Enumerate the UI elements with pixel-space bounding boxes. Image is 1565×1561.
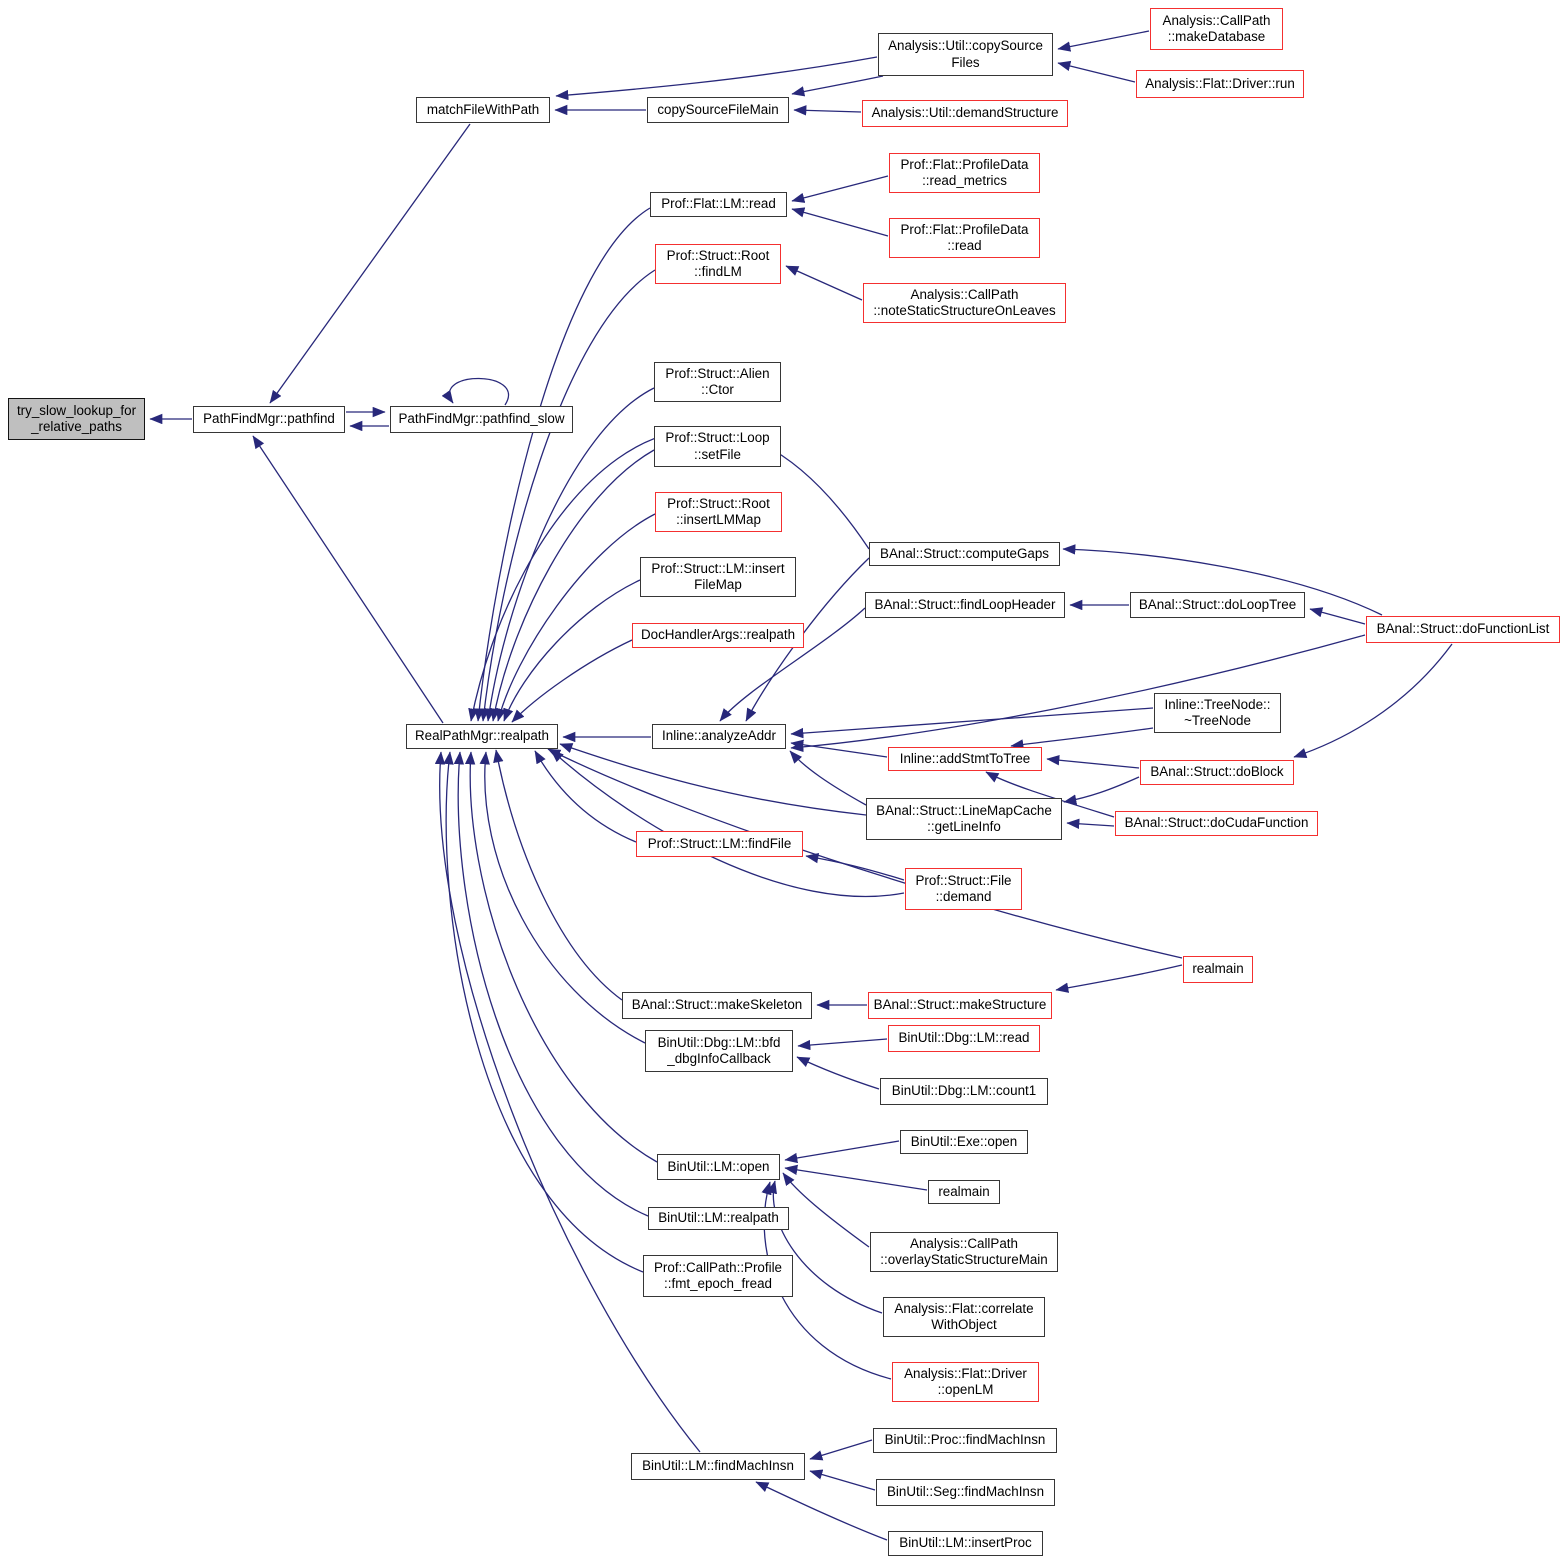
node-label-line: Prof::Flat::ProfileData <box>900 156 1029 172</box>
node-label-line: Analysis::Flat::Driver::run <box>1145 75 1295 91</box>
node-copysourcefilemain[interactable] <box>647 97 789 123</box>
node-analysis-callpath-overlaystaticstructuremain[interactable] <box>870 1232 1058 1272</box>
node-label-line: _relative_paths <box>31 419 122 434</box>
node-label-line: BAnal::Struct::doLoopTree <box>1138 596 1297 612</box>
node-try-slow-lookup[interactable] <box>8 398 145 440</box>
edge-banal-struct-dofunctionlist-to-banal-struct-doblock <box>1294 644 1452 757</box>
node-prof-struct-lm-findfile[interactable] <box>636 831 803 857</box>
node-binutil-seg-findmachinsn[interactable] <box>876 1479 1055 1506</box>
node-label-line: Files <box>951 54 980 70</box>
node-binutil-dbg-lm-read[interactable] <box>888 1025 1040 1052</box>
node-label-line: Analysis::Flat::correlate <box>894 1300 1034 1316</box>
node-inline-treenode-dtor[interactable] <box>1154 693 1281 733</box>
node-label-line: BinUtil::LM::findMachInsn <box>642 1458 794 1474</box>
node-prof-struct-alien-ctor[interactable] <box>654 362 781 402</box>
node-label-line: realmain <box>1192 961 1244 977</box>
node-banal-struct-linemapcache-getlineinfo[interactable] <box>866 798 1062 840</box>
node-label-line: DocHandlerArgs::realpath <box>640 627 796 643</box>
edge-analysis-util-copysourcefiles-to-copysourcefilemain <box>792 76 883 94</box>
edge-realmain-struct-to-banal-struct-makestructure <box>1056 965 1182 990</box>
edge-banal-struct-linemapcache-getlineinfo-to-inline-analyzeaddr <box>790 751 866 805</box>
node-binutil-lm-insertproc[interactable] <box>888 1531 1043 1556</box>
edge-banal-struct-makeskeleton-to-realpathmgr-realpath <box>496 750 622 1000</box>
node-banal-struct-makeskeleton[interactable] <box>622 992 812 1019</box>
node-matchfilewithpath[interactable] <box>416 97 550 123</box>
node-prof-flat-profiledata-read-metrics[interactable] <box>889 153 1040 193</box>
node-analysis-callpath-notestaticstructureonleaves[interactable] <box>863 283 1066 323</box>
edge-analysis-util-copysourcefiles-to-matchfilewithpath <box>556 57 877 96</box>
node-dochandlerargs-realpath[interactable] <box>632 623 804 648</box>
node-banal-struct-doblock[interactable] <box>1140 760 1294 785</box>
node-label-line: PathFindMgr::pathfind <box>203 411 335 427</box>
node-prof-struct-lm-insertfilemap[interactable] <box>640 557 796 597</box>
node-label-line: _dbgInfoCallback <box>667 1051 771 1066</box>
edge-banal-struct-doblock-to-banal-struct-linemapcache-getlineinfo <box>1064 777 1139 802</box>
edge-prof-struct-root-insertlmmap-to-realpathmgr-realpath <box>498 514 655 721</box>
node-analysis-util-copysourcefiles[interactable] <box>878 33 1053 76</box>
edge-binutil-exe-open-to-binutil-lm-open <box>785 1141 899 1160</box>
edge-binutil-dbg-lm-read-to-binutil-dbg-lm-bfd-dbginfocallback <box>798 1039 887 1046</box>
node-prof-callpath-profile-fmt-epoch-fread[interactable] <box>643 1255 793 1297</box>
node-label-line: Inline::TreeNode:: <box>1164 696 1271 712</box>
node-label-line: BAnal::Struct::LineMapCache <box>876 802 1052 818</box>
edge-banal-struct-doblock-to-inline-addstmttotree <box>1047 759 1139 768</box>
edge-banal-struct-dofunctionlist-to-banal-struct-dolooptree <box>1310 609 1365 624</box>
node-prof-struct-loop-setfile[interactable] <box>654 426 781 467</box>
edge-analysis-callpath-overlaystaticstructuremain-to-binutil-lm-open <box>783 1173 869 1247</box>
node-realmain-struct[interactable] <box>1183 956 1253 983</box>
node-analysis-flat-driver-openlm[interactable] <box>892 1362 1039 1402</box>
node-label-line: ::demand <box>935 889 992 904</box>
edge-pathfindmgr-pathfind-slow-to-pathfindmgr-pathfind-slow <box>449 378 508 405</box>
node-label-line: ::read <box>947 238 982 253</box>
node-analysis-flat-correlatewithobject[interactable] <box>883 1297 1045 1337</box>
node-label-line: FileMap <box>694 577 742 592</box>
node-label-line: ::findLM <box>694 264 742 279</box>
node-realpathmgr-realpath[interactable] <box>406 724 558 749</box>
node-label-line: Prof::Struct::LM::insert <box>651 560 785 576</box>
node-label-line: realmain <box>938 1183 990 1199</box>
node-label-line: Prof::Flat::LM::read <box>661 196 776 212</box>
edge-banal-struct-docudafunction-to-banal-struct-linemapcache-getlineinfo <box>1067 823 1114 826</box>
node-banal-struct-computegaps[interactable] <box>869 542 1060 566</box>
edge-prof-callpath-profile-fmt-epoch-fread-to-realpathmgr-realpath <box>446 752 643 1272</box>
node-inline-analyzeaddr[interactable] <box>652 724 786 749</box>
edge-binutil-proc-findmachinsn-to-binutil-lm-findmachinsn <box>810 1440 872 1459</box>
node-pathfindmgr-pathfind-slow[interactable] <box>390 406 573 433</box>
node-prof-struct-root-insertlmmap[interactable] <box>655 492 782 532</box>
node-banal-struct-makestructure[interactable] <box>868 992 1052 1019</box>
edge-prof-struct-lm-insertfilemap-to-realpathmgr-realpath <box>504 580 640 721</box>
edge-inline-treenode-dtor-to-inline-analyzeaddr <box>791 708 1153 734</box>
node-binutil-lm-findmachinsn[interactable] <box>631 1453 805 1480</box>
node-label-line: Analysis::Util::copySource <box>888 38 1043 53</box>
edge-analysis-callpath-notestaticstructureonleaves-to-prof-struct-root-findlm <box>786 266 862 300</box>
node-pathfindmgr-pathfind[interactable] <box>193 406 345 433</box>
node-label-line: BAnal::Struct::doCudaFunction <box>1124 815 1309 831</box>
edge-binutil-lm-findmachinsn-to-realpathmgr-realpath <box>440 752 700 1452</box>
node-label-line: BinUtil::Proc::findMachInsn <box>884 1432 1046 1448</box>
node-banal-struct-dofunctionlist[interactable] <box>1366 616 1560 643</box>
node-label-line: ::openLM <box>937 1382 994 1397</box>
node-binutil-lm-open[interactable] <box>657 1154 780 1180</box>
node-label-line: Inline::addStmtToTree <box>899 750 1031 766</box>
node-prof-flat-lm-read[interactable] <box>650 192 787 217</box>
node-label-line: copySourceFileMain <box>657 101 779 117</box>
node-label-line: Analysis::CallPath <box>1162 12 1271 28</box>
edge-binutil-lm-open-to-realpathmgr-realpath <box>470 752 657 1162</box>
node-binutil-dbg-lm-bfd-dbginfocallback[interactable] <box>645 1030 793 1072</box>
edge-analysis-flat-driver-run-to-analysis-util-copysourcefiles <box>1058 63 1135 82</box>
node-label-line: WithObject <box>931 1317 997 1332</box>
node-label-line: BAnal::Struct::computeGaps <box>880 545 1049 561</box>
edge-banal-struct-linemapcache-getlineinfo-to-realpathmgr-realpath <box>560 744 866 815</box>
node-label-line: BinUtil::Seg::findMachInsn <box>886 1484 1045 1500</box>
node-label-line: BinUtil::LM::realpath <box>658 1210 779 1226</box>
node-label-line: Prof::Flat::ProfileData <box>900 221 1029 237</box>
node-label-line: ::overlayStaticStructureMain <box>880 1252 1048 1267</box>
node-banal-struct-docudafunction[interactable] <box>1115 811 1318 836</box>
edge-binutil-seg-findmachinsn-to-binutil-lm-findmachinsn <box>810 1471 875 1490</box>
node-label-line: BAnal::Struct::findLoopHeader <box>874 596 1056 612</box>
node-label-line: ::makeDatabase <box>1167 29 1266 44</box>
node-label-line: Prof::Struct::LM::findFile <box>647 835 792 851</box>
node-prof-flat-profiledata-read[interactable] <box>889 218 1040 258</box>
edge-matchfilewithpath-to-pathfindmgr-pathfind <box>270 124 470 403</box>
node-label-line: Prof::Struct::Alien <box>665 365 770 381</box>
node-label-line: ::insertLMMap <box>676 512 761 527</box>
node-binutil-exe-open[interactable] <box>900 1130 1028 1154</box>
node-analysis-callpath-makedatabase[interactable] <box>1150 8 1283 50</box>
node-label-line: Inline::analyzeAddr <box>662 728 776 744</box>
edge-dochandlerargs-realpath-to-realpathmgr-realpath <box>512 640 632 722</box>
node-label-line: BinUtil::Dbg::LM::bfd <box>657 1034 781 1050</box>
node-label-line: BAnal::Struct::makeStructure <box>873 997 1047 1013</box>
node-analysis-util-demandstructure[interactable] <box>862 100 1068 127</box>
node-label-line: BAnal::Struct::doBlock <box>1150 764 1284 780</box>
edge-analysis-callpath-makedatabase-to-analysis-util-copysourcefiles <box>1058 31 1149 49</box>
node-label-line: ::setFile <box>694 446 741 462</box>
edge-analysis-util-demandstructure-to-copysourcefilemain <box>794 110 861 112</box>
node-analysis-flat-driver-run[interactable] <box>1136 70 1304 98</box>
node-label-line: Analysis::Util::demandStructure <box>871 105 1059 121</box>
edge-realpathmgr-realpath-to-pathfindmgr-pathfind <box>253 436 443 723</box>
node-label-line: ::read_metrics <box>922 173 1007 188</box>
edge-inline-addstmttotree-to-inline-analyzeaddr <box>791 743 887 757</box>
edge-inline-treenode-dtor-to-inline-addstmttotree <box>1011 728 1153 746</box>
node-label-line: Prof::Struct::Loop <box>665 430 770 445</box>
node-label-line: Prof::Struct::Root <box>666 247 770 263</box>
node-prof-struct-file-demand[interactable] <box>905 868 1022 910</box>
node-binutil-dbg-lm-count1[interactable] <box>880 1078 1048 1105</box>
node-label-line: Analysis::CallPath <box>910 286 1019 302</box>
node-label-line: RealPathMgr::realpath <box>415 728 549 744</box>
node-inline-addstmttotree[interactable] <box>888 747 1042 771</box>
node-label-line: BinUtil::LM::insertProc <box>899 1535 1032 1551</box>
edge-prof-flat-profiledata-read-metrics-to-prof-flat-lm-read <box>792 176 888 201</box>
node-banal-struct-findloopheader[interactable] <box>865 592 1065 618</box>
edge-realmain-flat-to-binutil-lm-open <box>785 1168 927 1190</box>
node-realmain-flat[interactable] <box>928 1180 1000 1204</box>
node-prof-struct-root-findlm[interactable] <box>655 244 781 284</box>
node-label-line: matchFileWithPath <box>426 101 540 117</box>
node-label-line: BinUtil::Dbg::LM::count1 <box>891 1083 1037 1099</box>
edge-binutil-lm-insertproc-to-binutil-lm-findmachinsn <box>756 1482 887 1540</box>
node-label-line: BAnal::Struct::makeSkeleton <box>631 997 803 1013</box>
node-label-line: ::getLineInfo <box>927 819 1001 834</box>
node-label-line: ::Ctor <box>701 382 734 397</box>
node-label-line: BinUtil::Exe::open <box>910 1133 1018 1149</box>
node-label-line: Prof::Struct::File <box>915 872 1012 888</box>
node-label-line: ~TreeNode <box>1184 713 1251 728</box>
node-label-line: BinUtil::LM::open <box>667 1158 770 1174</box>
node-label-line: Analysis::Flat::Driver <box>904 1365 1027 1381</box>
node-label-line: Analysis::CallPath <box>910 1235 1018 1251</box>
edge-prof-flat-profiledata-read-to-prof-flat-lm-read <box>792 209 888 236</box>
edge-prof-struct-root-findlm-to-realpathmgr-realpath <box>483 270 655 721</box>
node-label-line: ::fmt_epoch_fread <box>664 1276 772 1291</box>
node-label-line: ::noteStaticStructureOnLeaves <box>873 303 1056 318</box>
node-banal-struct-dolooptree[interactable] <box>1130 592 1305 618</box>
node-label-line: PathFindMgr::pathfind_slow <box>398 411 565 427</box>
edge-binutil-lm-realpath-to-realpathmgr-realpath <box>458 752 648 1216</box>
node-label-line: BinUtil::Dbg::LM::read <box>898 1030 1030 1046</box>
node-label-line: Prof::Struct::Root <box>667 495 770 511</box>
node-label-line: BAnal::Struct::doFunctionList <box>1376 621 1550 637</box>
node-label-line: try_slow_lookup_for <box>16 402 137 418</box>
node-label-line: Prof::CallPath::Profile <box>653 1259 782 1275</box>
node-binutil-lm-realpath[interactable] <box>648 1207 789 1230</box>
edge-binutil-dbg-lm-count1-to-binutil-dbg-lm-bfd-dbginfocallback <box>797 1057 879 1089</box>
node-binutil-proc-findmachinsn[interactable] <box>873 1428 1057 1453</box>
